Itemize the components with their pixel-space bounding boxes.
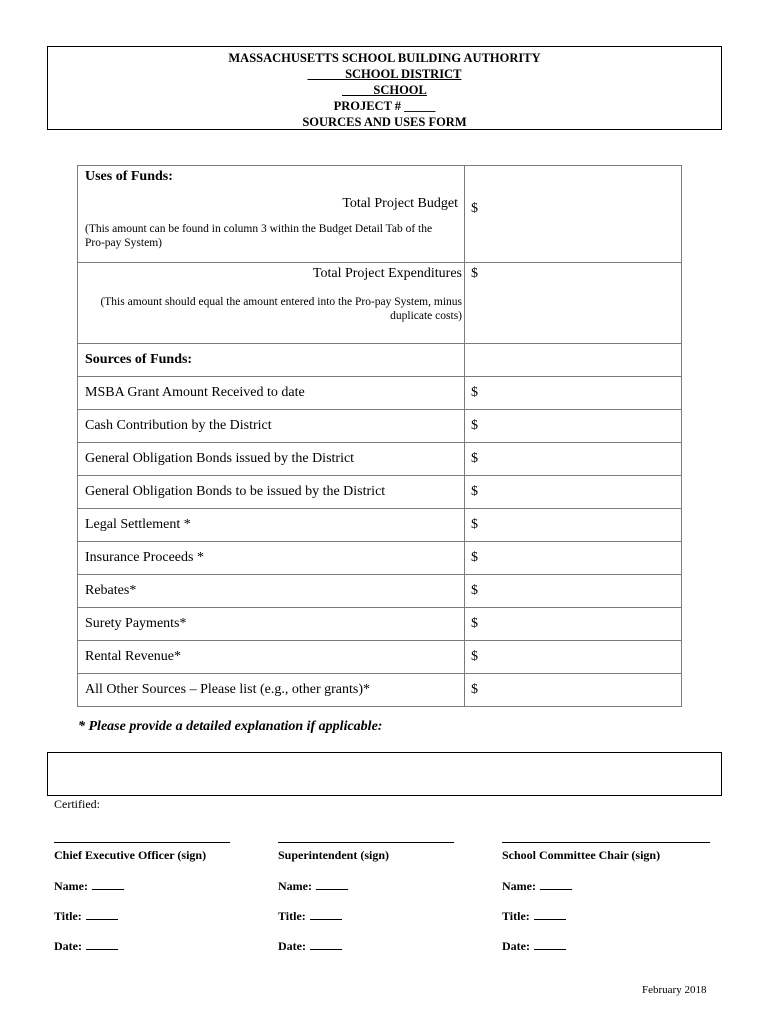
source-label: Legal Settlement * [78,509,465,542]
sources-heading-row [78,344,682,377]
signature-title: Superintendent (sign) [278,848,390,862]
source-label: Surety Payments* [78,608,465,641]
name-label: Name: [502,879,536,893]
total-expend-label: Total Project Expenditures [312,266,462,281]
title-label: Title: [502,909,530,923]
source-value[interactable]: $ [465,476,682,509]
title-label: Title: [54,909,82,923]
table-row [78,674,682,707]
header-project: PROJECT # _____ [333,99,436,113]
funds-table [77,165,682,707]
source-label: General Obligation Bonds issued by the District [78,443,465,476]
name-label: Name: [278,879,312,893]
source-label: All Other Sources – Please list (e.g., other grants)* [78,674,465,707]
date-field [54,939,232,954]
uses-budget-cell [78,166,465,263]
sources-heading-empty [465,344,682,377]
date-blank[interactable] [310,939,342,950]
signature-col-ceo [54,828,232,954]
source-value[interactable]: $ [465,641,682,674]
header-school [48,82,721,98]
school-blank: _____ [342,83,374,97]
date-blank[interactable] [534,939,566,950]
title-blank[interactable] [310,909,342,920]
source-value[interactable]: $ [465,608,682,641]
source-value[interactable]: $ [465,509,682,542]
district-blank: ______ [307,67,346,81]
uses-expend-cell [78,263,465,344]
name-field [278,879,458,894]
name-field [54,879,232,894]
source-label: General Obligation Bonds to be issued by the District [78,476,465,509]
date-field [278,939,458,954]
footer-date: February 2018 [642,984,707,996]
uses-expend-row [78,263,682,344]
uses-budget-row [78,166,682,263]
table-row [78,641,682,674]
table-row [78,410,682,443]
date-label: Date: [54,939,82,953]
name-field [502,879,714,894]
name-blank[interactable] [540,879,572,890]
table-row [78,443,682,476]
district-label: SCHOOL DISTRICT [345,67,462,81]
signature-title: Chief Executive Officer (sign) [54,848,207,862]
title-field [54,909,232,924]
source-value[interactable]: $ [465,443,682,476]
signature-line[interactable] [54,842,230,843]
title-field [278,909,458,924]
signature-col-superintendent [278,828,458,954]
table-row [78,542,682,575]
title-field [502,909,714,924]
source-label: Rental Revenue* [78,641,465,674]
source-value[interactable]: $ [465,542,682,575]
date-field [502,939,714,954]
table-row [78,608,682,641]
title-blank[interactable] [86,909,118,920]
source-label: Cash Contribution by the District [78,410,465,443]
source-value[interactable]: $ [465,674,682,707]
total-expend-note: (This amount should equal the amount entered into the Pro-pay System, minus duplicate costs) [100,296,462,322]
total-expend-value-cell[interactable] [465,263,682,344]
sources-heading: Sources of Funds: [78,344,465,377]
name-blank[interactable] [316,879,348,890]
date-label: Date: [502,939,530,953]
signature-line[interactable] [502,842,710,843]
date-blank[interactable] [86,939,118,950]
signature-title: School Committee Chair (sign) [502,848,661,862]
header-authority: MASSACHUSETTS SCHOOL BUILDING AUTHORITY [228,51,541,65]
title-label: Title: [278,909,306,923]
header-form-title: SOURCES AND USES FORM [302,115,467,129]
title-blank[interactable] [534,909,566,920]
source-label: MSBA Grant Amount Received to date [78,377,465,410]
source-value[interactable]: $ [465,575,682,608]
total-budget-note: (This amount can be found in column 3 within the Budget Detail Tab of the Pro-pay System) [85,223,433,249]
date-label: Date: [278,939,306,953]
name-blank[interactable] [92,879,124,890]
total-budget-label: Total Project Budget [342,196,458,211]
source-label: Rebates* [78,575,465,608]
table-row [78,476,682,509]
source-label: Insurance Proceeds * [78,542,465,575]
source-value[interactable]: $ [465,377,682,410]
certified-label: Certified: [54,797,100,811]
total-budget-value-cell[interactable] [465,166,682,263]
name-label: Name: [54,879,88,893]
table-row [78,509,682,542]
signature-col-committee-chair [502,828,714,954]
school-label: SCHOOL [373,83,427,97]
source-value[interactable]: $ [465,410,682,443]
explanation-note: * Please provide a detailed explanation if applicable: [78,719,383,734]
table-row [78,377,682,410]
total-budget-value: $ [471,201,478,216]
table-row [78,575,682,608]
explanation-box[interactable] [47,752,722,796]
total-expend-value: $ [471,266,478,281]
header-district [48,66,721,82]
uses-heading: Uses of Funds: [85,169,173,184]
signature-line[interactable] [278,842,454,843]
form-header [47,46,722,130]
